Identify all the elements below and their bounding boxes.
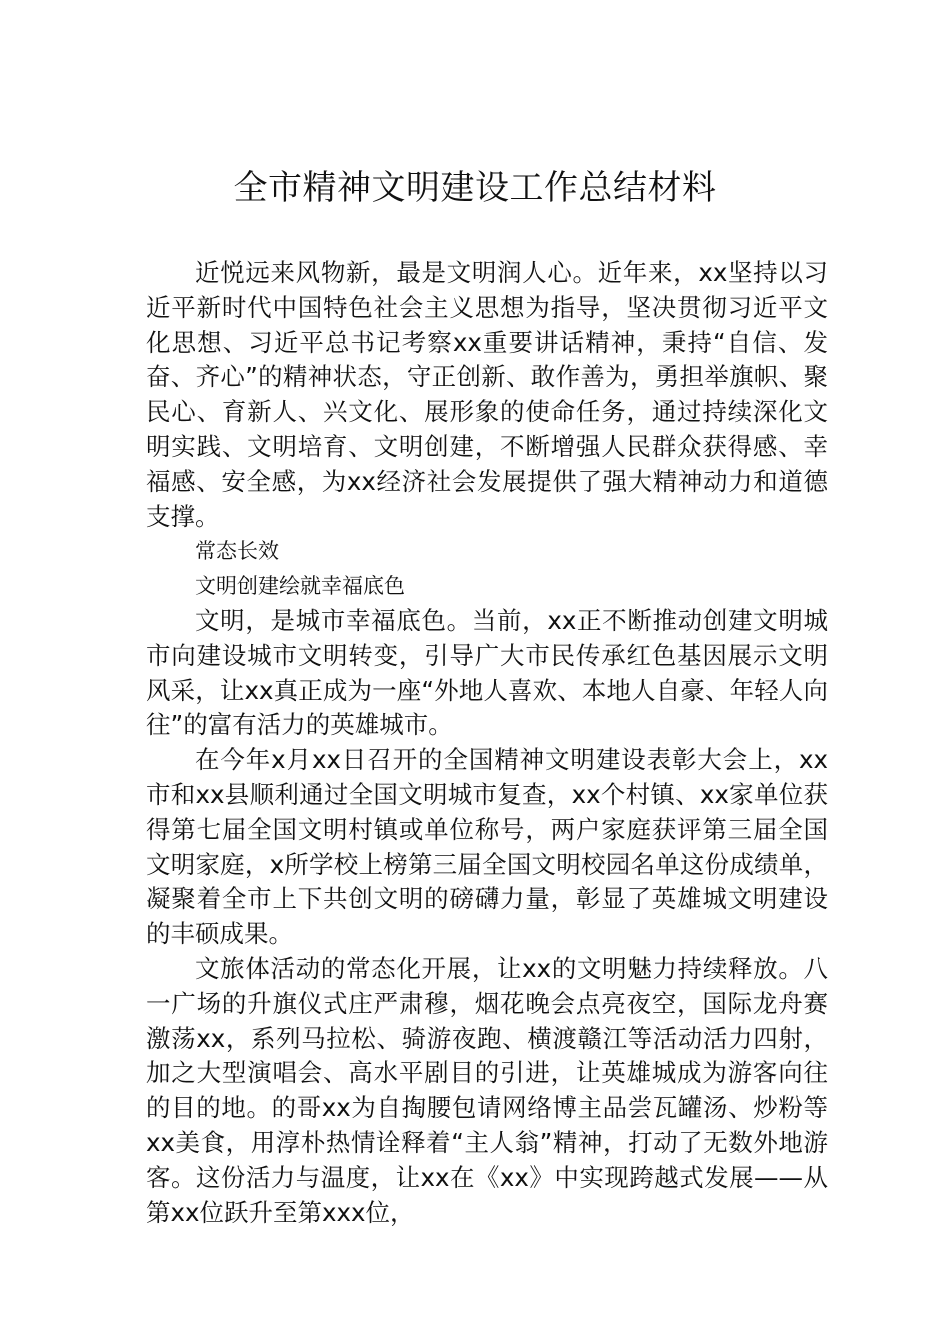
paragraph: 文明，是城市幸福底色。当前，xx正不断推动创建文明城市向建设城市文明转变，引导广大市民传承红色基因展示文明风采，让xx真正成为一座“外地人喜欢、本地人自豪、年轻人向往”的富有活力的英雄城市。 xyxy=(146,605,828,740)
paragraph: 文旅体活动的常态化开展，让xx的文明魅力持续释放。八一广场的升旗仪式庄严肃穆，烟花晚会点亮夜空，国际龙舟赛激荡xx，系列马拉松、骑游夜跑、横渡赣江等活动活力四射，加之大型演唱会、高水平剧目的引进，让英雄城成为游客向往的目的地。的哥xx为自掏腰包请网络博主品尝瓦罐汤、炒粉等xx美食，用淳朴热情诠释着“主人翁”精神，打动了无数外地游客。这份活力与温度，让xx在《xx》中实现跨越式发展——从第xx位跃升至第xxx位， xyxy=(146,953,828,1227)
document-title: 全市精神文明建设工作总结材料 xyxy=(233,168,717,208)
section-subheading: 文明创建绘就幸福底色 xyxy=(195,574,405,599)
paragraph: 在今年x月xx日召开的全国精神文明建设表彰大会上，xx市和xx县顺利通过全国文明城市复查，xx个村镇、xx家单位获得第七届全国文明村镇或单位称号，两户家庭获评第三届全国文明家庭，x所学校上榜第三届全国文明校园名单这份成绩单，凝聚着全市上下共创文明的磅礴力量，彰显了英雄城文明建设的丰硕成果。 xyxy=(146,745,828,949)
section-heading: 常态长效 xyxy=(195,539,279,564)
document-body xyxy=(146,256,828,1230)
paragraph: 近悦远来风物新，最是文明润人心。近年来，xx坚持以习近平新时代中国特色社会主义思想为指导，坚决贯彻习近平文化思想、习近平总书记考察xx重要讲话精神，秉持“自信、发奋、齐心”的精神状态，守正创新、敢作善为，勇担举旗帜、聚民心、育新人、兴文化、展形象的使命任务，通过持续深化文明实践、文明培育、文明创建，不断增强人民群众获得感、幸福感、安全感，为xx经济社会发展提供了强大精神动力和道德支撑。 xyxy=(146,258,828,531)
